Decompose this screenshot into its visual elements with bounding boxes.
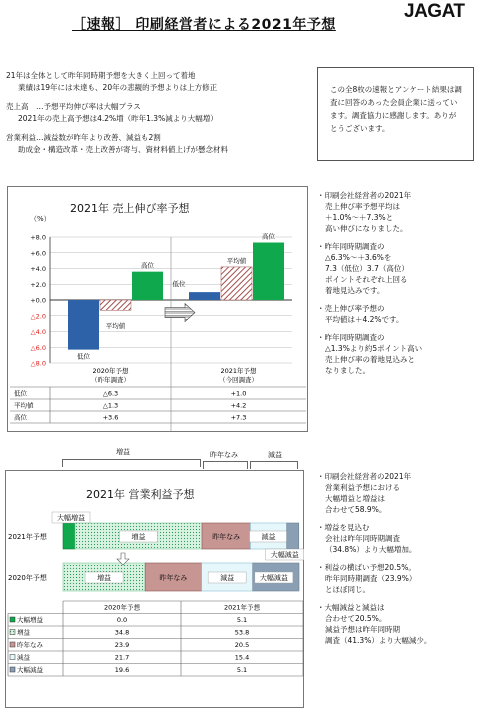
commentary-line: △6.3%〜＋3.6%を bbox=[325, 253, 392, 262]
bar-低位 bbox=[189, 292, 220, 300]
segment-label-昨年なみ: 昨年なみ bbox=[212, 533, 241, 541]
legend-swatch bbox=[10, 630, 15, 635]
operating-profit-chart bbox=[6, 471, 305, 709]
group-label-profit-up: 増益 bbox=[116, 448, 130, 456]
commentary-line: 調査（41.3%）より大幅減少。 bbox=[325, 636, 432, 645]
legend-swatch bbox=[10, 667, 15, 672]
sales-growth-chart bbox=[8, 187, 309, 433]
commentary-line: 大幅増益と増益は bbox=[325, 494, 385, 503]
table-cell-2020: △1.3 bbox=[102, 401, 119, 410]
table-row-label: 平均値 bbox=[14, 401, 34, 410]
commentary-line: 合わせて20.5%。 bbox=[325, 614, 387, 623]
table-row-label: 昨年なみ bbox=[17, 641, 43, 649]
profit-commentary bbox=[317, 471, 477, 653]
bar-label-高位: 高位 bbox=[262, 232, 275, 241]
bar-平均値 bbox=[100, 300, 131, 310]
commentary-bullet bbox=[317, 332, 477, 376]
commentary-line: 売上伸び率予想平均は bbox=[325, 202, 400, 211]
summary-gap bbox=[6, 125, 306, 132]
y-tick-label: △4.0 bbox=[30, 328, 46, 336]
group-bracket-profit-up bbox=[62, 459, 201, 467]
y-tick-label: +6.0 bbox=[30, 249, 46, 258]
table-row-label: 高位 bbox=[14, 413, 27, 422]
table-cell-2020: 21.7 bbox=[114, 653, 130, 662]
table-row-label: 大幅増益 bbox=[17, 616, 43, 624]
table-cell-2021: 53.8 bbox=[234, 628, 250, 637]
segment-label-減益: 減益 bbox=[220, 574, 235, 582]
category-label: 2021年予想 bbox=[8, 533, 47, 541]
summary-line: 業績は19年には未達も、20年の悲観的予想よりは上方修正 bbox=[18, 83, 218, 92]
y-tick-label: +4.0 bbox=[30, 265, 46, 273]
bar-高位 bbox=[253, 243, 284, 300]
trend-arrow bbox=[165, 304, 195, 322]
y-tick-label: △6.0 bbox=[30, 343, 46, 352]
profit-chart-title: 2021年 営業利益予想 bbox=[86, 488, 195, 501]
commentary-line: （34.8%）より大幅増加。 bbox=[325, 545, 417, 554]
operating-profit-chart-box bbox=[5, 470, 304, 708]
table-cell-2021: 5.1 bbox=[236, 616, 248, 624]
commentary-bullet bbox=[317, 471, 477, 515]
bar-label-平均値: 平均値 bbox=[105, 322, 126, 330]
bar-segment-大幅増益 bbox=[63, 523, 75, 549]
segment-label-昨年なみ: 昨年なみ bbox=[159, 574, 188, 582]
commentary-line: 減益予想は昨年同時期 bbox=[325, 625, 400, 634]
commentary-line: ・印刷会社経営者の2021年 bbox=[317, 472, 412, 481]
commentary-bullet bbox=[317, 303, 477, 325]
table-row-label: 減益 bbox=[17, 653, 30, 662]
commentary-bullet bbox=[317, 602, 477, 646]
commentary-line: 平均値は＋4.2%です。 bbox=[325, 315, 404, 324]
segment-label-増益: 増益 bbox=[131, 533, 146, 541]
summary-line: 売上高 …予想平均伸び率は大幅プラス bbox=[6, 102, 141, 111]
commentary-line: 着地見込みです。 bbox=[325, 286, 385, 295]
table-cell-2020: 34.8 bbox=[114, 628, 130, 637]
distribution-note: この全8枚の速報とアンケート結果は調査に回答のあった会員企業に送っています。調査協力に感謝します。ありがとうございます。 bbox=[317, 67, 474, 161]
bar-高位 bbox=[132, 272, 163, 300]
table-row-label: 大幅減益 bbox=[17, 666, 43, 674]
table-cell-2021: 15.4 bbox=[234, 653, 250, 662]
commentary-line: とほぼ同じ。 bbox=[325, 585, 370, 594]
table-cell-2020: 19.6 bbox=[114, 666, 130, 674]
legend-swatch bbox=[10, 642, 15, 647]
table-col-header: （今回調査） bbox=[219, 376, 258, 384]
table-row-label: 増益 bbox=[17, 628, 30, 637]
bar-segment-大幅減益 bbox=[287, 523, 299, 549]
commentary-line: 7.3（低位）3.7（高位） bbox=[325, 264, 409, 273]
table-cell-2020: △6.3 bbox=[102, 389, 119, 398]
commentary-line: △1.3%より約5ポイント高い bbox=[325, 344, 423, 353]
table-cell-2021: +4.2 bbox=[230, 401, 247, 410]
commentary-line: ・大幅減益と減益は bbox=[317, 603, 385, 612]
summary-gap bbox=[6, 94, 306, 101]
commentary-line: ・昨年同時期調査の bbox=[317, 333, 385, 342]
segment-label-減益: 減益 bbox=[261, 533, 276, 541]
table-col-header: 2020年予想 bbox=[103, 603, 141, 612]
commentary-bullet bbox=[317, 522, 477, 555]
table-cell-2021: +7.3 bbox=[230, 413, 247, 422]
commentary-bullet bbox=[317, 190, 477, 234]
jagat-logo: JAGAT bbox=[404, 1, 465, 22]
commentary-line: 営業利益予想における bbox=[325, 483, 400, 492]
page-title: ［速報］ 印刷経営者による2021年予想 bbox=[72, 17, 336, 33]
segment-label-大幅増益: 大幅増益 bbox=[57, 514, 85, 522]
commentary-bullet bbox=[317, 241, 477, 296]
group-label-profit-down: 減益 bbox=[268, 451, 282, 459]
commentary-line: ・昨年同時期調査の bbox=[317, 242, 385, 251]
commentary-line: 合わせて58.9%。 bbox=[325, 505, 387, 514]
legend-swatch bbox=[10, 655, 15, 660]
sales-growth-chart-box bbox=[7, 186, 308, 432]
table-row-label: 低位 bbox=[14, 389, 27, 398]
commentary-line: ・印刷会社経営者の2021年 bbox=[317, 191, 412, 200]
commentary-line: 昨年同時期調査（23.9%） bbox=[325, 574, 417, 583]
bar-平均値 bbox=[221, 267, 252, 300]
table-cell-2021: 20.5 bbox=[234, 641, 250, 649]
table-col-header: （昨年調査） bbox=[91, 376, 130, 384]
group-label-flat: 昨年なみ bbox=[210, 451, 238, 459]
y-tick-label: +0.0 bbox=[30, 296, 46, 305]
commentary-line: 売上伸び率の着地見込みと bbox=[325, 355, 415, 364]
y-tick-label: △8.0 bbox=[30, 359, 46, 368]
commentary-line: 高い伸びになりました。 bbox=[325, 224, 408, 233]
commentary-line: ・増益を見込む bbox=[317, 523, 370, 532]
commentary-line: ・売上伸び率予想の bbox=[317, 304, 385, 313]
segment-label-大幅減益: 大幅減益 bbox=[270, 551, 299, 559]
commentary-line: ・利益の横ばい予想20.5%。 bbox=[317, 563, 416, 572]
group-bracket-flat bbox=[203, 461, 248, 469]
segment-label-増益: 増益 bbox=[97, 574, 112, 582]
table-col-header: 2021年予想 bbox=[220, 367, 257, 375]
y-tick-label: +8.0 bbox=[30, 233, 46, 242]
y-tick-label: +2.0 bbox=[30, 280, 46, 289]
bar-label-低位: 低位 bbox=[77, 352, 90, 361]
table-col-header: 2021年予想 bbox=[223, 603, 261, 612]
commentary-bullet bbox=[317, 562, 477, 595]
table-cell-2020: 0.0 bbox=[116, 616, 128, 624]
bar-label-低位: 低位 bbox=[172, 280, 186, 289]
table-cell-2021: 5.1 bbox=[236, 666, 248, 674]
commentary-line: なりました。 bbox=[325, 366, 370, 375]
table-cell-2021: +1.0 bbox=[230, 389, 247, 398]
table-cell-2020: 23.9 bbox=[114, 641, 130, 649]
summary-line: 助成金・構造改革・売上改善が寄与、資材料値上げが懸念材料 bbox=[18, 145, 228, 154]
summary-line: 21年は全体として昨年同時期予想を大きく上回って着地 bbox=[6, 71, 196, 80]
bar-label-平均値: 平均値 bbox=[226, 256, 247, 265]
commentary-line: 会社は昨年同時期調査 bbox=[325, 534, 400, 543]
sales-chart-title: 2021年 売上伸び率予想 bbox=[70, 202, 190, 215]
y-tick-label: △2.0 bbox=[30, 312, 46, 321]
sales-commentary bbox=[317, 190, 477, 383]
summary-text bbox=[6, 70, 306, 156]
bar-低位 bbox=[68, 300, 99, 350]
table-cell-2020: +3.6 bbox=[102, 413, 119, 422]
legend-swatch bbox=[10, 617, 15, 622]
commentary-line: ＋1.0%〜＋7.3%と bbox=[325, 213, 394, 222]
category-label: 2020年予想 bbox=[8, 574, 47, 582]
table-col-header: 2020年予想 bbox=[92, 367, 129, 375]
summary-line: 営業利益…減益数が昨年より改善、減益も2割 bbox=[6, 133, 161, 142]
segment-label-大幅減益: 大幅減益 bbox=[259, 574, 288, 582]
bar-label-高位: 高位 bbox=[141, 261, 154, 270]
summary-line: 2021年の売上高予想は4.2%増（昨年1.3%減より大幅増） bbox=[18, 114, 218, 123]
group-bracket-profit-down bbox=[250, 461, 298, 469]
sales-chart-unit: （%） bbox=[30, 215, 51, 223]
commentary-line: ポイントそれぞれ上回る bbox=[325, 275, 408, 284]
